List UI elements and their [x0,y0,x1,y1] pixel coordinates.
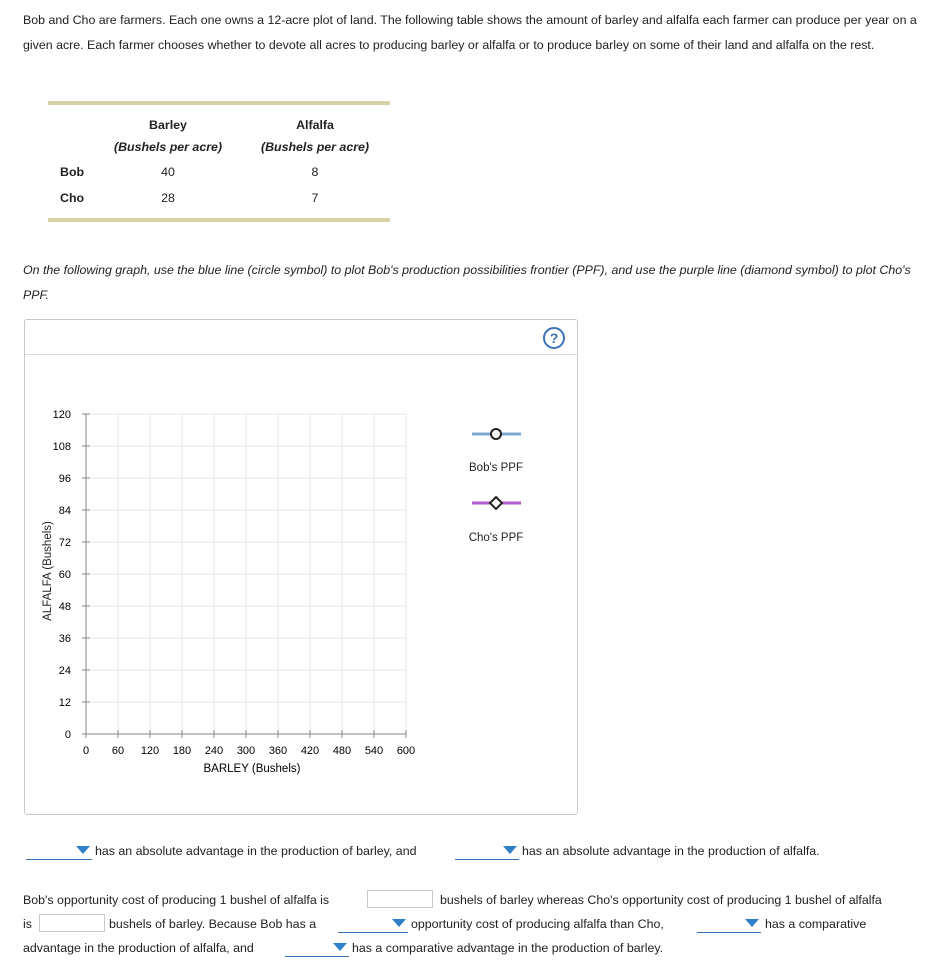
x-tick-label: 180 [172,745,192,757]
col-alfalfa-header: Alfalfa [296,118,334,132]
row-label-cho: Cho [60,191,85,205]
barley-advantage-dropdown[interactable] [26,843,92,860]
row-label-bob: Bob [60,165,85,179]
x-tick-label: 540 [364,745,384,757]
x-tick-label: 0 [82,745,90,757]
q1-text-1: has an absolute advantage in the production of barley, and [95,844,417,858]
x-tick-label: 300 [236,745,256,757]
alfalfa-comparative-dropdown[interactable] [697,916,761,933]
q2-text-f: has a comparative [765,917,867,931]
q1-text-2: has an absolute advantage in the production of alfalfa. [522,844,820,858]
x-tick-label: 240 [204,745,224,757]
graph-panel[interactable] [24,319,578,815]
col-barley-header: Barley [149,118,187,132]
y-tick-label: 12 [58,697,71,709]
chevron-down-icon [745,919,759,927]
help-icon[interactable]: ? [543,327,565,349]
y-axis-label: ALFALFA (Bushels) [42,521,54,621]
x-tick-label: 600 [396,745,416,757]
legend-label-bob: Bob's PPF [469,462,523,474]
legend-label-cho: Cho's PPF [468,532,524,544]
q2-text-e: opportunity cost of producing alfalfa than Cho, [411,917,664,931]
y-tick-label: 84 [58,505,71,517]
cho-alfalfa-value: 7 [311,191,319,205]
table-top-rule [48,101,390,105]
chevron-down-icon [503,846,517,854]
col-barley-unit: (Bushels per acre) [113,140,223,154]
x-tick-label: 120 [140,745,160,757]
cost-comparison-dropdown[interactable] [338,916,408,933]
table-bottom-rule [48,218,390,222]
q2-text-a: Bob's opportunity cost of producing 1 bushel of alfalfa is [23,893,330,907]
q2-text-h: has a comparative advantage in the production of barley. [352,941,664,955]
q2-text-g: advantage in the production of alfalfa, and [23,941,254,955]
x-tick-label: 360 [268,745,288,757]
alfalfa-advantage-dropdown[interactable] [455,843,519,860]
y-tick-label: 0 [64,729,71,741]
cho-opportunity-cost-input[interactable] [39,914,105,932]
y-tick-label: 60 [58,569,71,581]
y-tick-label: 48 [58,601,71,613]
chevron-down-icon [392,919,406,927]
x-tick-label: 420 [300,745,320,757]
y-tick-label: 96 [58,473,71,485]
x-axis-label: BARLEY (Bushels) [203,763,301,775]
bob-alfalfa-value: 8 [311,165,319,179]
q2-text-d: bushels of barley. Because Bob has a [109,917,317,931]
q2-text-c: is [23,917,32,931]
graph-instructions: On the following graph, use the blue line (circle symbol) to plot Bob's production possibilities frontier (PPF), and use the purple line (diamond symbol) to plot Cho's PPF. [23,263,911,302]
x-tick-label: 60 [111,745,125,757]
y-tick-label: 120 [52,409,71,421]
y-tick-label: 36 [58,633,71,645]
y-tick-label: 72 [58,537,71,549]
x-tick-label: 480 [332,745,352,757]
panel-toolbar-divider [25,354,577,355]
bob-barley-value: 40 [161,165,175,179]
chevron-down-icon [76,846,90,854]
bob-opportunity-cost-input[interactable] [367,890,433,908]
chevron-down-icon [333,943,347,951]
cho-barley-value: 28 [161,191,175,205]
intro-text: Bob and Cho are farmers. Each one owns a 12-acre plot of land. The following table shows the amount of barley and alfalfa each farmer can produce per year on a given acre. Each farmer chooses whether to devote all acres to producing barley or alfalfa or to produce barley on some of their land and alfalfa on the rest. [23,13,917,52]
y-tick-label: 24 [58,665,71,677]
q2-text-b: bushels of barley whereas Cho's opportunity cost of producing 1 bushel of alfalfa [440,893,882,907]
barley-comparative-dropdown[interactable] [285,940,349,957]
y-tick-label: 108 [52,441,71,453]
col-alfalfa-unit: (Bushels per acre) [260,140,370,154]
